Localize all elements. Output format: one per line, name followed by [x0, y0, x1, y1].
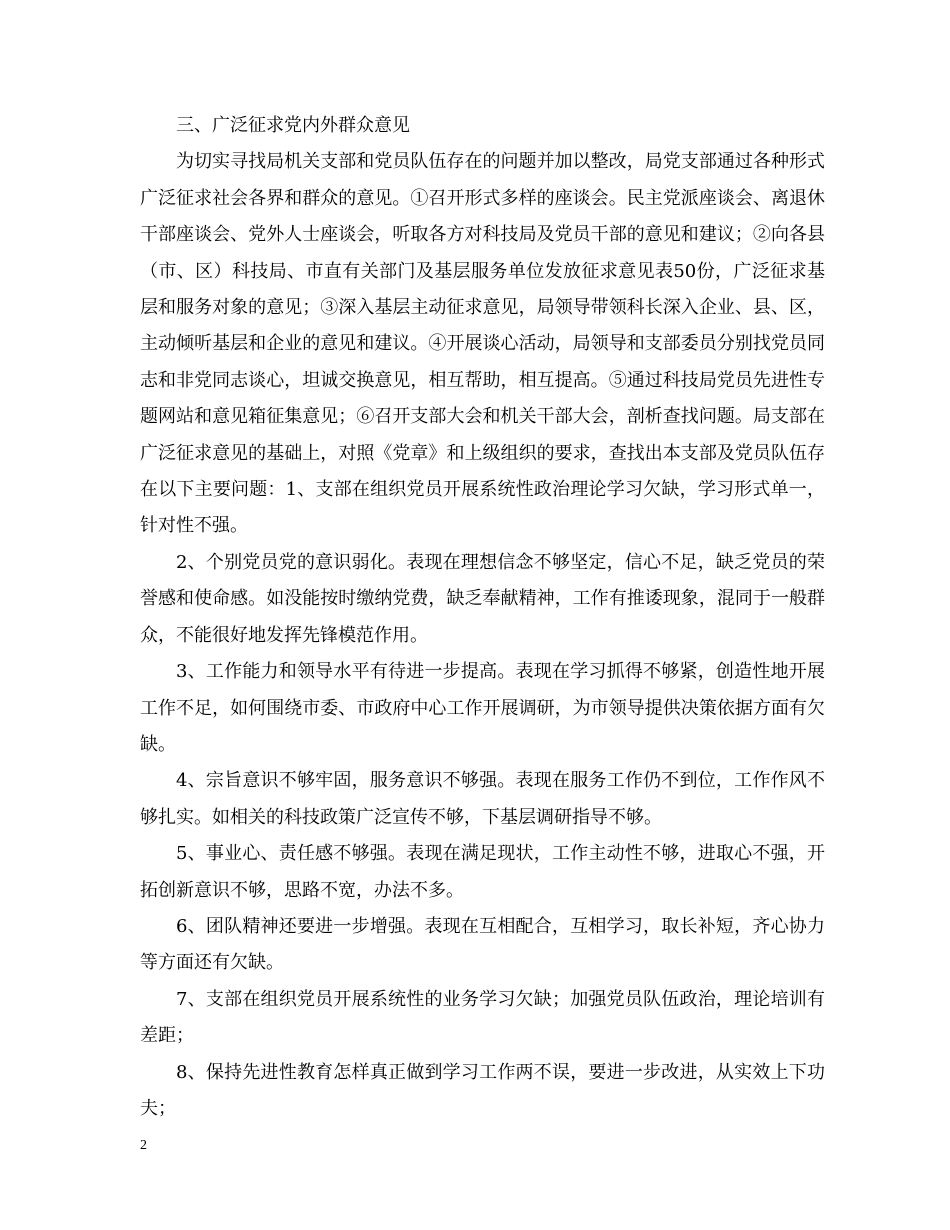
document-body — [140, 108, 825, 1127]
paragraph: 7、支部在组织党员开展系统性的业务学习欠缺；加强党员队伍政治，理论培训有差距； — [140, 988, 825, 1047]
paragraph: 5、事业心、责任感不够强。表现在满足现状，工作主动性不够，进取心不强，开拓创新意识不够，思路不宽，办法不多。 — [140, 843, 825, 901]
paragraph: 2、个别党员党的意识弱化。表现在理想信念不够坚定，信心不足，缺乏党员的荣誉感和使命感。如没能按时缴纳党费，缺乏奉献精神，工作有推诿现象，混同于一般群众，不能很好地发挥先锋模范作用。 — [140, 551, 825, 646]
paragraph: 6、团队精神还要进一步增强。表现在互相配合，互相学习，取长补短，齐心协力等方面还有欠缺。 — [140, 915, 825, 974]
paragraph: 8、保持先进性教育怎样真正做到学习工作两不误，要进一步改进，从实效上下功夫； — [140, 1061, 825, 1119]
paragraph: 4、宗旨意识不够牢固，服务意识不够强。表现在服务工作仍不到位，工作作风不够扎实。如相关的科技政策广泛宣传不够，下基层调研指导不够。 — [140, 770, 825, 828]
section-heading: 三、广泛征求党内外群众意见 — [176, 115, 410, 136]
page-number: 2 — [140, 1138, 147, 1153]
paragraph: 3、工作能力和领导水平有待进一步提高。表现在学习抓得不够紧，创造性地开展工作不足，如何围绕市委、市政府中心工作开展调研，为市领导提供决策依据方面有欠缺。 — [140, 661, 825, 755]
paragraph: 为切实寻找局机关支部和党员队伍存在的问题并加以整改，局党支部通过各种形式广泛征求社会各界和群众的意见。①召开形式多样的座谈会。民主党派座谈会、离退休干部座谈会、党外人士座谈会，听取各方对科技局及党员干部的意见和建议；②向各县（市、区）科技局、市直有关部门及基层服务单位发放征求意见表50份，广泛征求基层和服务对象的意见；③深入基层主动征求意见，局领导带领科长深入企业、县、区，主动倾听基层和企业的意见和建议。④开展谈心活动，局领导和支部委员分别找党员同志和非党同志谈心，坦诚交换意见，相互帮助，相互提高。⑤通过科技局党员先进性专题网站和意见箱征集意见；⑥召开支部大会和机关干部大会，剖析查找问题。局支部在广泛征求意见的基础上，对照《党章》和上级组织的要求，查找出本支部及党员队伍存在以下主要问题：1、支部在组织党员开展系统性政治理论学习欠缺，学习形式单一，针对性不强。 — [140, 151, 825, 537]
